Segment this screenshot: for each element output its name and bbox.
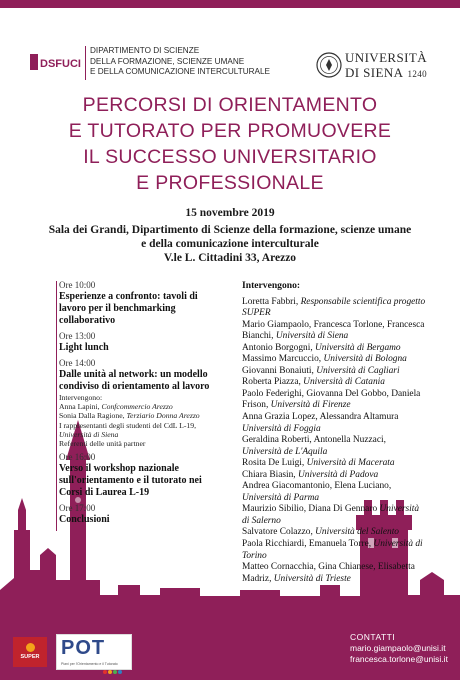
department-line: DIPARTIMENTO DI SCIENZE: [90, 46, 200, 55]
program-time: Ore 14:00: [59, 358, 96, 368]
speaker-names: Anna Grazia Lopez, Alessandra Altamura: [242, 412, 399, 423]
dsfuci-logo-text: DSFUCI: [40, 58, 81, 70]
department-line: E DELLA COMUNICAZIONE INTERCULTURALE: [90, 67, 271, 77]
speaker-names: Salvatore Colazzo,: [242, 527, 316, 538]
university-year: 1240: [407, 69, 428, 79]
speaker-affiliation: Università del Salento: [315, 527, 399, 538]
speaker-names: Loretta Fabbri,: [242, 296, 301, 307]
speaker-entry: [242, 539, 427, 562]
speaker-entry: [242, 343, 427, 355]
speaker-affiliation: Università di Padova: [297, 469, 379, 480]
details-participant: I rappresentanti degli studenti del CdL L-19,: [59, 420, 196, 430]
department-line: DELLA FORMAZIONE, SCIENZE UMANE: [90, 56, 245, 66]
speaker-affiliation: Responsabile scientifica progetto SUPER: [242, 296, 426, 319]
speaker-names: Massimo Marcuccio,: [242, 354, 324, 365]
program-title: Dalle unità al network: un modello condiviso di orientamento al lavoro: [59, 369, 210, 392]
venue-line: Sala dei Grandi, Dipartimento di Scienze della formazione, scienze umane: [48, 224, 412, 236]
speaker-entry: [242, 527, 427, 539]
poster-title: [20, 92, 440, 196]
speaker-entry: [242, 435, 427, 458]
top-accent-bar: [0, 0, 460, 8]
speaker-affiliation: Università di Bologna: [323, 354, 407, 365]
speaker-affiliation: Università di Salerno: [242, 504, 420, 526]
speaker-names: Rosita De Luigi,: [242, 458, 307, 469]
speaker-affiliation: Università de L'Aquila: [242, 446, 328, 457]
speakers-column: [242, 280, 427, 585]
sun-icon: [26, 643, 35, 652]
program-title: Conclusioni: [59, 514, 110, 526]
speaker-affiliation: Università di Foggia: [242, 423, 321, 434]
speaker-names: Paola Ricchiardi, Emanuela Torre,: [242, 539, 374, 550]
super-logo-text: SUPER: [20, 654, 40, 660]
program-title: Verso il workshop nazionale sull'orientamento e il tutorato nei Corsi di Laurea L-19: [59, 463, 202, 499]
program-item: [59, 503, 219, 526]
title-line: IL SUCCESSO UNIVERSITARIO: [83, 146, 377, 168]
department-name: [90, 46, 270, 78]
speaker-entry: [242, 366, 427, 378]
title-line: PERCORSI DI ORIENTAMENTO: [82, 94, 378, 116]
participant-role: Università di Siena: [59, 429, 119, 439]
dsfuci-logo: [30, 52, 84, 72]
speaker-entry: [242, 377, 427, 389]
speaker-entry: [242, 562, 427, 585]
speaker-affiliation: Università di Cagliari: [316, 365, 400, 376]
program-item: [59, 358, 219, 448]
participant-role: Terziario Donna Arezzo: [126, 411, 200, 421]
program-item: [59, 331, 219, 354]
pot-logo-subtitle: Piani per l'Orientamento e il Tutorato: [61, 662, 118, 666]
program-item: [59, 280, 219, 327]
program-title: Light lunch: [59, 342, 109, 353]
speaker-entry: [242, 470, 427, 482]
speaker-affiliation: Università di Siena: [275, 331, 349, 342]
program-time: Ore 13:00: [59, 331, 96, 341]
speaker-affiliation: Università di Trieste: [273, 573, 351, 584]
university-city-line: [345, 65, 427, 82]
speaker-names: Mario Giampaolo, Francesca Torlone, Francesca Bianchi,: [242, 319, 425, 342]
speakers-heading: Intervengono:: [242, 280, 301, 291]
event-date: 15 novembre 2019: [185, 207, 275, 219]
speaker-names: Andrea Giacomantonio, Elena Luciano,: [242, 481, 392, 492]
speaker-names: Roberta Piazza,: [242, 377, 304, 388]
program-time: Ore 10:00: [59, 280, 96, 290]
university-city: DI SIENA: [345, 65, 404, 80]
speaker-names: Paolo Federighi, Giovanna Del Gobbo, Daniela Frison,: [242, 388, 421, 411]
details-participant: Referenti delle unità partner: [59, 439, 146, 449]
speaker-entry: [242, 504, 427, 527]
pot-logo: [56, 634, 132, 670]
speaker-entry: [242, 389, 427, 412]
speaker-names: Antonio Borgogni,: [242, 342, 316, 353]
contact-email-link[interactable]: mario.giampaolo@unisi.it: [350, 643, 446, 653]
participant-name: Sonia Dalla Ragione,: [59, 411, 127, 421]
university-seal-icon: [316, 50, 342, 80]
super-project-logo: [13, 637, 47, 667]
program-item: [59, 452, 219, 499]
contact-email-link[interactable]: francesca.torlone@unisi.it: [350, 654, 448, 664]
speaker-entry: [242, 320, 427, 343]
program-time: Ore 16:00: [59, 452, 96, 463]
participant-name: Anna Lapini,: [59, 402, 102, 412]
speaker-affiliation: Università di Bergamo: [315, 342, 401, 353]
speaker-names: Matteo Cornacchia, Gina Chianese, Elisabetta Madriz,: [242, 562, 415, 584]
speaker-names: Geraldina Roberti, Antonella Nuzzaci,: [242, 435, 386, 446]
speaker-entry: [242, 354, 427, 366]
speaker-entry: [242, 481, 427, 504]
venue-line: e della comunicazione interculturale: [141, 238, 319, 250]
speaker-names: Giovanni Bonaiuti,: [242, 365, 317, 376]
speaker-list: [242, 297, 427, 586]
header-divider: [85, 46, 86, 80]
program-details: [59, 393, 219, 448]
speaker-entry: [242, 297, 427, 320]
university-name: UNIVERSITÀ: [345, 50, 427, 65]
program-title: Esperienze a confronto: tavoli di lavoro per il benchmarking collaborativo: [59, 291, 198, 326]
program-column: [59, 280, 219, 530]
title-line: E TUTORATO PER PROMUOVERE: [68, 120, 392, 142]
speaker-affiliation: Università di Firenze: [270, 400, 351, 411]
venue-line: V.le L. Cittadini 33, Arezzo: [163, 252, 297, 264]
pot-logo-text: POT: [61, 637, 106, 659]
program-divider-line: [56, 281, 57, 531]
speaker-entry: [242, 458, 427, 470]
speaker-affiliation: Università di Parma: [242, 492, 320, 503]
details-participant: [59, 411, 219, 420]
details-participant-role: [59, 430, 219, 439]
contacts-block: [350, 632, 448, 665]
program-time: Ore 17:00: [59, 503, 96, 514]
speaker-affiliation: Università di Torino: [242, 539, 423, 561]
details-intro: Intervengono:: [59, 393, 103, 402]
speaker-entry: [242, 412, 427, 435]
speaker-names: Maurizio Sibilio, Diana Di Gennaro: [242, 504, 380, 515]
participant-role: Confcommercio Arezzo: [101, 402, 173, 412]
details-participant: [59, 402, 219, 411]
speaker-names: Chiara Biasin,: [242, 469, 298, 480]
speaker-affiliation: Università di Macerata: [306, 458, 395, 469]
pot-dots-icon: [103, 661, 123, 679]
speaker-affiliation: Università di Catania: [303, 377, 385, 388]
title-line: E PROFESSIONALE: [136, 172, 324, 194]
event-venue: [0, 223, 460, 265]
contacts-label: CONTATTI: [350, 632, 396, 642]
